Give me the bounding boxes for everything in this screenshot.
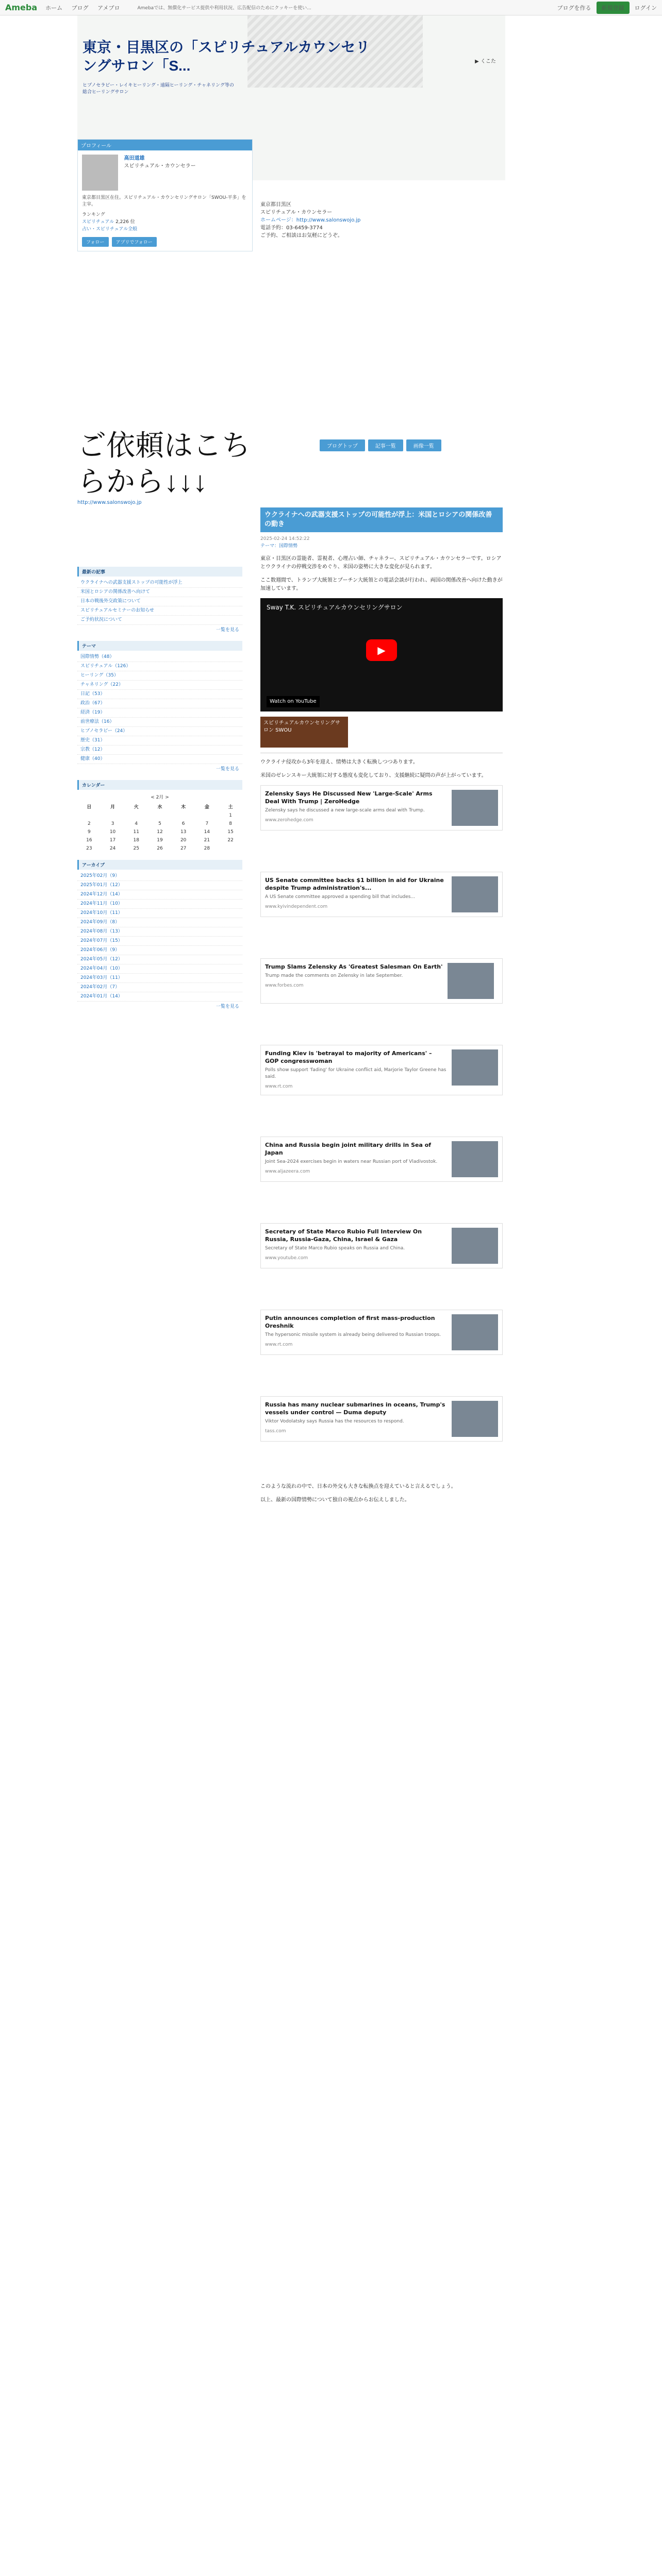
card-url: www.zerohedge.com [265,818,313,823]
calendar-day[interactable]: 20 [180,838,187,843]
calendar-day[interactable]: 22 [227,838,234,843]
link-card[interactable] [260,1310,503,1355]
weekday-label: 金 [204,805,209,810]
archive-item[interactable]: 2024年01月（14） [77,992,242,1002]
article-paragraph [260,1009,503,1040]
archive-more-link[interactable]: 一覧を見る [216,1004,239,1009]
header-right-link[interactable]: ▶ くこた [475,59,496,64]
follow-button[interactable]: フォロー [82,237,109,247]
nav-home[interactable]: ホーム [45,4,63,11]
calendar-day [148,811,172,820]
article-paragraph: 東京・目黒区の霊能者、霊視者、心理占い師、チャネラー、スピリチュアル・カウンセラーです。ロシアとウクライナの停戦交渉をめぐり、米国の姿勢に大きな変化が見られます。 [260,556,502,570]
ranking-value: 2,226 位 [115,219,135,225]
link-card[interactable] [260,1137,503,1182]
archive-item[interactable]: 2024年12月（14） [77,890,242,900]
card-thumbnail[interactable] [452,790,498,826]
card-thumbnail[interactable] [452,1314,498,1350]
card-thumbnail[interactable] [452,876,498,912]
calendar-day [195,811,219,820]
watch-on-youtube[interactable]: Watch on YouTube [267,696,320,707]
login-link[interactable]: ログイン [634,4,657,11]
calendar-day[interactable]: 25 [133,846,139,851]
article-paragraph [260,1447,503,1478]
calendar-day[interactable]: 23 [86,846,92,851]
theme-more-link[interactable]: 一覧を見る [216,767,239,772]
calendar-day[interactable]: 24 [109,846,116,851]
card-title[interactable]: Trump Slams Zelensky As 'Greatest Salesman On Earth' [265,963,443,970]
article-paragraph: 米国のゼレンスキー大統領に対する態度も変化しており、支援継続に疑問の声が上がっています。 [260,773,487,778]
weekday-label: 土 [228,805,233,810]
card-title[interactable]: US Senate committee backs $1 billion in aid for Ukraine despite Trump administration's... [265,877,444,891]
blog-menu [320,439,441,451]
calendar-day[interactable]: 21 [204,838,210,843]
card-url: www.kyivindependent.com [265,904,328,909]
card-url: www.rt.com [265,1342,293,1347]
calendar-day[interactable]: 12 [157,829,163,835]
recent-item[interactable]: スピリチュアルセミナーのお知らせ [77,606,242,616]
intro-line: 電話予約：03-6459-3774 [260,225,323,231]
video-title: Sway T.K. スピリチュアルカウンセリングサロン [267,604,403,611]
theme-item[interactable]: 宗教（12） [77,745,242,755]
theme-item[interactable]: ヒーリング（35） [77,671,242,681]
card-description: A US Senate committee approved a spending bill that includes... [265,894,416,900]
recent-item[interactable]: ご予約状況について [77,616,242,625]
article-paragraph: 以上、最新の国際情勢について独自の視点からお伝えしました。 [260,1497,410,1503]
calendar-day[interactable]: 1 [229,813,232,818]
play-icon[interactable]: ▶ [366,639,397,661]
weekday-label: 日 [87,805,92,810]
theme-heading: テーマ [77,641,242,651]
recent-heading: 最新の記事 [77,567,242,577]
calendar-month[interactable]: < 2月 > [151,795,169,800]
calendar-day[interactable]: 18 [133,838,139,843]
recent-item[interactable]: ウクライナへの武器支援ストップの可能性が浮上 [77,579,242,588]
article-paragraph [260,922,503,953]
theme-item[interactable]: チャネリング（22） [77,681,242,690]
weekday-label: 木 [181,805,186,810]
blog-intro [260,201,498,240]
archive-item[interactable]: 2025年02月（9） [77,872,242,881]
calendar-day[interactable]: 8 [229,821,232,826]
tab-blog-top[interactable]: ブログトップ [320,439,365,451]
tab-image-list[interactable]: 画像一覧 [406,439,441,451]
blog-description: ヒプノセラピー・レイキヒーリング・遠隔ヒーリング・チャネリング等の総合ヒーリングサロン [82,83,234,95]
profile-intro: 東京都目黒区在住。スピリチュアル・カウンセリングサロン「SWOU-平多」を主宰。 [82,195,246,207]
archive-item[interactable]: 2024年04月（10） [77,964,242,974]
calendar-day[interactable]: 4 [135,821,138,826]
register-button[interactable]: 新規登録 [597,2,630,14]
card-description: Zelensky says he discussed a new large-scale arms deal with Trump. [265,808,425,813]
article-paragraph: ウクライナ侵攻から3年を迎え、情勢は大きく転換しつつあります。 [260,759,418,765]
archive-item[interactable]: 2024年10月（11） [77,909,242,918]
card-url: www.forbes.com [265,983,304,988]
theme-item[interactable]: 日記（53） [77,690,242,699]
weekday-label: 月 [110,805,115,810]
profile-name[interactable]: 高田道雄 [124,156,145,161]
card-title[interactable]: China and Russia begin joint military drills in Sea of Japan [265,1142,432,1156]
recent-item[interactable]: 日本の戦後外交政策について [77,597,242,606]
card-title[interactable]: Secretary of State Marco Rubio Full Interview On Russia, Russia-Gaza, China, Israel & Gaza [265,1228,422,1243]
theme-item[interactable]: 健康（40） [77,755,242,764]
calendar-day [77,811,101,820]
homepage-link[interactable]: http://www.salonswojo.jp [77,500,142,505]
article-paragraph [260,1274,503,1304]
weekday-label: 火 [134,805,139,810]
archive-item[interactable]: 2024年06月（9） [77,946,242,955]
ranking-label: ランキング [82,212,105,217]
avatar[interactable] [82,155,118,191]
card-thumbnail[interactable] [452,1049,498,1086]
card-thumbnail[interactable] [452,1141,498,1177]
card-description: Viktor Vodolatsky says Russia has the resources to respond. [265,1419,404,1424]
recent-item[interactable]: 米国とロシアの関係改善へ向けて [77,588,242,597]
link-card[interactable] [260,872,503,917]
calendar-day[interactable]: 16 [86,838,92,843]
archive-item[interactable]: 2024年08月（13） [77,927,242,937]
link-card[interactable] [260,1396,503,1442]
archive-item[interactable]: 2024年11月（10） [77,900,242,909]
calendar-day [219,844,242,853]
theme-item[interactable]: 国際情勢（48） [77,653,242,662]
card-title[interactable]: Putin announces completion of first mass-production Oreshnik [265,1315,435,1329]
calendar-heading: カレンダー [77,780,242,790]
intro-line: スピリチュアル・カウンセラー [260,210,333,215]
calendar-day[interactable]: 26 [157,846,163,851]
theme-item[interactable]: 経済（19） [77,708,242,718]
theme-item[interactable]: 歴史（31） [77,736,242,745]
salon-banner[interactable]: スピリチュアルカウンセリングサロン SWOU [260,717,348,748]
card-description: The hypersonic missile system is already being delivered to Russian troops. [265,1332,441,1337]
archive-item[interactable]: 2025年01月（12） [77,881,242,890]
card-url: www.youtube.com [265,1256,308,1261]
calendar-day[interactable]: 2 [87,821,91,826]
archive-item[interactable]: 2024年03月（11） [77,974,242,983]
nav-ameblo[interactable]: アメブロ [97,4,120,11]
theme-item[interactable]: 政治（67） [77,699,242,708]
archive-heading: アーカイブ [77,860,242,870]
calendar-day [101,811,125,820]
article [260,507,503,1510]
blog-title[interactable]: 東京・目黒区の「スピリチュアルカウンセリングサロン「S... [82,39,370,74]
card-title[interactable]: Zelensky Says He Discussed New 'Large-Scale' Arms Deal With Trump | ZeroHedge [265,790,433,805]
profile-card [77,139,253,251]
calendar-day[interactable]: 14 [204,829,210,835]
app-follow-button[interactable]: アプリでフォロー [112,237,157,247]
calendar-day[interactable]: 15 [227,829,234,835]
youtube-video[interactable] [260,598,503,711]
article-paragraph [260,836,503,867]
intro-line: 東京都目黒区 [260,202,291,208]
ranking-category[interactable]: スピリチュアル [82,219,114,225]
article-date: 2025-02-24 14:52:22 [260,536,310,541]
article-paragraph [260,1360,503,1391]
cookie-notice: Amebaでは、無償化サービス提供や利用状況、広告配信のためにクッキーを使い... [137,6,311,11]
card-title[interactable]: Russia has many nuclear submarines in oceans, Trump's vessels under control — Duma deputy [265,1401,445,1416]
card-description: Trump made the comments on Zelensky in late September. [265,973,403,978]
profile-heading: プロフィール [78,140,252,150]
link-card[interactable] [260,785,503,831]
calendar-day[interactable]: 9 [87,829,91,835]
recent-more-link[interactable]: 一覧を見る [216,628,239,633]
calendar [77,802,242,853]
sidebar [77,567,242,1018]
request-heading: ご依頼はこちらから↓↓↓ [77,429,251,498]
calendar-day[interactable]: 10 [109,829,116,835]
calendar-day[interactable]: 3 [111,821,114,826]
ameba-logo[interactable]: Ameba [5,3,38,12]
link-card[interactable] [260,1045,503,1095]
top-bar [0,0,662,15]
archive-item[interactable]: 2024年02月（7） [77,983,242,992]
article-paragraph [260,1187,503,1218]
nav-blog[interactable]: ブログ [71,4,89,11]
archive-item[interactable]: 2024年07月（15） [77,937,242,946]
theme-item[interactable]: ヒプノセラピー（24） [77,727,242,736]
calendar-day[interactable]: 17 [109,838,116,843]
calendar-day[interactable]: 28 [204,846,210,851]
calendar-day[interactable]: 6 [181,821,185,826]
link-card[interactable] [260,958,503,1004]
calendar-day[interactable]: 27 [180,846,187,851]
archive-item[interactable]: 2024年09月（8） [77,918,242,927]
ranking-category-2[interactable]: 占い・スピリチュアル全般 [82,227,138,232]
make-blog-link[interactable]: ブログを作る [557,4,591,11]
card-description: Secretary of State Marco Rubio speaks on Russia and China. [265,1246,405,1251]
card-url: www.rt.com [265,1084,293,1089]
calendar-day[interactable]: 5 [158,821,161,826]
tab-article-list[interactable]: 記事一覧 [368,439,403,451]
card-url: tass.com [265,1429,286,1434]
card-description: Joint Sea-2024 exercises begin in waters near Russian port of Vladivostok. [265,1159,438,1164]
calendar-day[interactable]: 19 [157,838,163,843]
calendar-day [172,811,195,820]
card-title[interactable]: Funding Kiev is 'betrayal to majority of Americans' – GOP congresswoman [265,1050,432,1064]
theme-item[interactable]: 前世療法（16） [77,718,242,727]
calendar-day[interactable]: 11 [133,829,139,835]
card-thumbnail[interactable] [452,1228,498,1264]
article-theme[interactable]: テーマ：国際情勢 [260,544,298,549]
weekday-label: 水 [157,805,162,810]
intro-line: ご予約、ご相談はお気軽にどうぞ。 [260,233,343,239]
calendar-day [124,811,148,820]
article-paragraph: このような流れの中で、日本の外交も大きな転換点を迎えていると言えるでしょう。 [260,1484,456,1489]
intro-line[interactable]: ホームページ：http://www.salonswojo.jp [260,217,361,223]
top-nav [45,4,127,12]
calendar-day[interactable]: 13 [180,829,187,835]
archive-item[interactable]: 2024年05月（12） [77,955,242,964]
article-paragraph [260,1100,503,1131]
article-title[interactable]: ウクライナへの武器支援ストップの可能性が浮上：米国とロシアの関係改善の動き [260,507,503,532]
article-paragraph: ここ数週間で、トランプ大統領とプーチン大統領との電話会談が行われ、両国の関係改善へ向けた動きが加速しています。 [260,578,503,591]
card-thumbnail[interactable] [452,1401,498,1437]
calendar-day[interactable]: 7 [205,821,209,826]
theme-item[interactable]: スピリチュアル（126） [77,662,242,671]
card-description: Polls show support 'fading' for Ukraine conflict aid, Marjorie Taylor Greene has said. [265,1067,446,1079]
profile-subtitle: スピリチュアル・カウンセラー [124,163,196,169]
link-card[interactable] [260,1223,503,1268]
card-url: www.aljazeera.com [265,1169,310,1174]
card-thumbnail[interactable] [448,963,494,999]
